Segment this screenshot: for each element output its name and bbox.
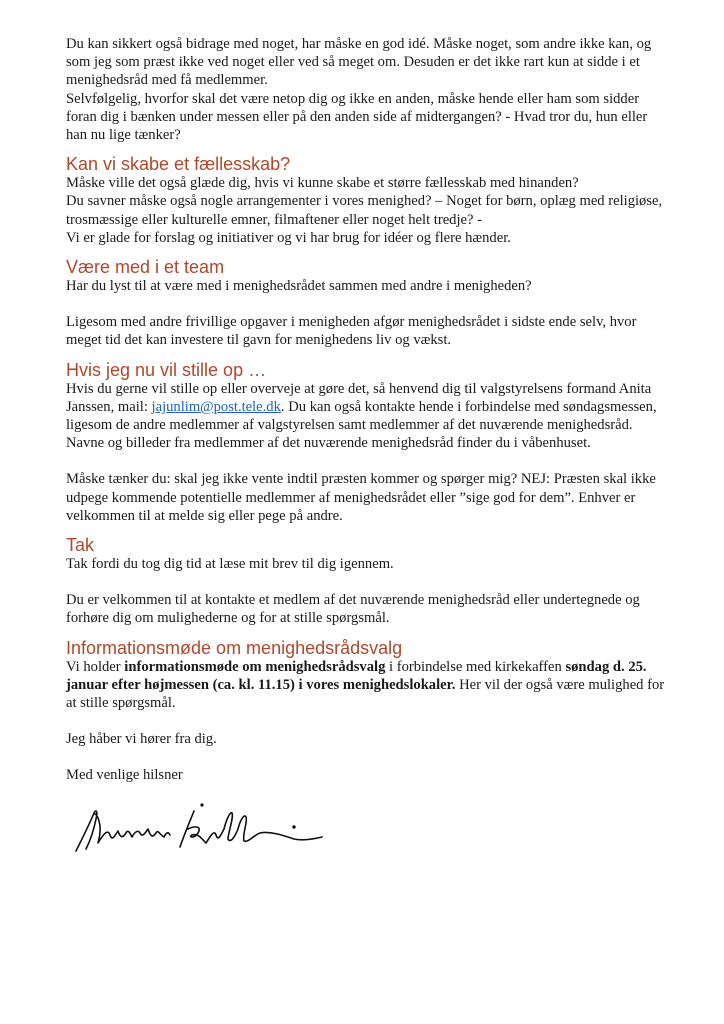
signature-image <box>68 799 328 859</box>
body-paragraph: Har du lyst til at være med i menighedsrådet sammen med andre i menigheden? <box>66 278 532 295</box>
body-paragraph <box>66 380 666 453</box>
section-heading-info: Informationsmøde om menighedsrådsvalg <box>66 637 403 658</box>
closing-line: Jeg håber vi hører fra dig. <box>66 731 217 748</box>
bold-text: informationsmøde om menighedsrådsvalg <box>124 658 386 675</box>
closing-regards: Med venlige hilsner <box>66 767 183 784</box>
section-heading-tak: Tak <box>66 535 95 556</box>
body-text: i forbindelse med kirkekaffen <box>385 658 566 675</box>
body-paragraph: Du er velkommen til at kontakte et medlem af det nuværende menighedsråd eller undertegnede og forhøre dig om mulighederne og for at stille spørgsmål. <box>66 592 640 627</box>
body-line: Måske ville det også glæde dig, hvis vi kunne skabe et større fællesskab med hinanden? <box>66 175 579 192</box>
body-paragraph: Måske tænker du: skal jeg ikke vente indtil præsten kommer og spørger mig? NEJ: Præsten skal ikke udpege kommende potentielle medlemmer af menighedsrådet eller ”sige god for dem”. Enhver er velkommen til at melde sig eller pege på andre. <box>66 471 656 524</box>
body-text: Hvis du gerne vil stille op eller overveje at gøre det, så henvend dig til valgstyrelsens formand Anita Janssen, mail: <box>66 380 652 415</box>
body-paragraph: Ligesom med andre frivillige opgaver i menigheden afgør menighedsrådet i sidste ende selv, hvor meget tid det kan investere til gavn for menighedens liv og vækst. <box>66 314 637 349</box>
letter-page <box>66 35 666 864</box>
body-paragraph: Tak fordi du tog dig tid at læse mit brev til dig igennem. <box>66 556 394 573</box>
intro-paragraph: Du kan sikkert også bidrage med noget, har måske en god idé. Måske noget, som andre ikke kan, og som jeg som præst ikke ved noget eller ved så meget om. Desuden er det ikke rart kun at sidde i et menighedsråd med få medlemmer. <box>66 36 652 89</box>
section-heading-team: Være med i et team <box>66 257 225 278</box>
body-line: Vi er glade for forslag og initiativer og vi har brug for idéer og flere hænder. <box>66 229 511 246</box>
paragraph-spacer <box>66 573 666 591</box>
intro-paragraph: Selvfølgelig, hvorfor skal det være netop dig og ikke en anden, måske hende eller ham som sidder foran dig i bænken under messen eller på den anden side af midtergangen? - Hvad tror du, hun eller han nu lige tænker? <box>66 90 648 144</box>
body-paragraph <box>66 658 666 713</box>
body-text: Vi holder <box>66 658 125 675</box>
paragraph-spacer <box>66 295 666 313</box>
body-text: . Du kan også kontakte hende i forbindelse med søndagsmessen, ligesom de andre medlemmer af valgstyrelsen samt medlemmer af det nuværende menighedsråd. Navne og billeder fra medlemmer af det nuværende menighedsråd finder du i våbenhuset. <box>66 398 657 452</box>
section-heading-faellesskab: Kan vi skabe et fællesskab? <box>66 154 291 175</box>
section-heading-stille-op: Hvis jeg nu vil stille op … <box>66 359 267 380</box>
email-link[interactable]: jajunlim@post.tele.dk <box>151 398 281 415</box>
paragraph-spacer <box>66 748 666 766</box>
bold-text: søndag d. 25. januar efter højmessen (ca. kl. 11.15) i vores menighedslokaler. <box>66 658 647 693</box>
paragraph-spacer <box>66 712 666 730</box>
paragraph-spacer <box>66 452 666 470</box>
body-text: Her vil der også være mulighed for at stille spørgsmål. <box>66 676 665 712</box>
body-line: Du savner måske også nogle arrangementer i vores menighed? – Noget for børn, oplæg med religiøse, trosmæssige eller kulturelle emner, filmaftener eller noget helt tredje? - <box>66 193 663 228</box>
